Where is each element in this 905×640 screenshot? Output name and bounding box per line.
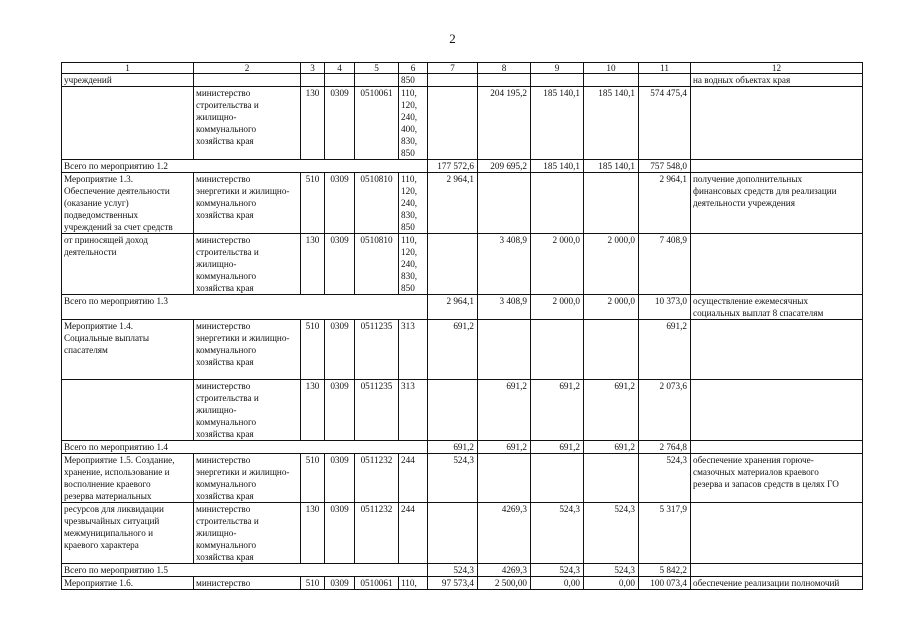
executor-cell bbox=[194, 74, 301, 87]
code-csr-cell: 0510810 bbox=[355, 173, 399, 234]
total-row bbox=[62, 441, 863, 454]
column-number-row bbox=[62, 63, 863, 74]
amount-2016-cell: 185 140,1 bbox=[531, 160, 584, 173]
amount-2017-cell bbox=[584, 320, 639, 380]
executor-cell: министерство строительства и жилищно- коммунального хозяйства края bbox=[194, 503, 301, 564]
result-cell: получение дополнительных финансовых средств для реализации деятельности учреждения bbox=[691, 173, 863, 234]
code-csr-cell: 0510810 bbox=[355, 234, 399, 295]
budget-table bbox=[61, 62, 863, 590]
amount-2014-cell: 97 573,4 bbox=[428, 577, 478, 590]
amount-2014-cell: 524,3 bbox=[428, 454, 478, 503]
column-number: 4 bbox=[325, 63, 355, 74]
total-label-cell: Всего по мероприятию 1.4 bbox=[62, 441, 428, 454]
amount-2016-cell bbox=[531, 454, 584, 503]
amount-total-cell: 574 475,4 bbox=[639, 87, 691, 160]
code-grbs-cell: 130 bbox=[301, 380, 325, 441]
column-number: 3 bbox=[301, 63, 325, 74]
amount-2015-cell: 3 408,9 bbox=[478, 234, 531, 295]
result-cell bbox=[691, 380, 863, 441]
executor-cell: министерство энергетики и жилищно- коммунального хозяйства края bbox=[194, 173, 301, 234]
column-number: 7 bbox=[428, 63, 478, 74]
amount-2014-cell bbox=[428, 87, 478, 160]
activity-cell: Мероприятие 1.3. Обеспечение деятельности (оказание услуг) подведомственных учреждений за счет средств bbox=[62, 173, 194, 234]
amount-2015-cell: 691,2 bbox=[478, 441, 531, 454]
result-cell bbox=[691, 564, 863, 577]
table-row bbox=[62, 503, 863, 564]
column-number: 8 bbox=[478, 63, 531, 74]
code-rzpr-cell: 0309 bbox=[325, 320, 355, 380]
result-cell bbox=[691, 503, 863, 564]
code-csr-cell: 0510061 bbox=[355, 87, 399, 160]
code-csr-cell: 0510061 bbox=[355, 577, 399, 590]
table-row bbox=[62, 577, 863, 590]
amount-total-cell: 524,3 bbox=[639, 454, 691, 503]
code-rzpr-cell bbox=[325, 74, 355, 87]
activity-cell: от приносящей доход деятельности bbox=[62, 234, 194, 295]
executor-cell: министерство строительства и жилищно- коммунального хозяйства края bbox=[194, 234, 301, 295]
amount-total-cell: 5 317,9 bbox=[639, 503, 691, 564]
code-vr-cell: 110, bbox=[399, 577, 428, 590]
amount-2017-cell: 185 140,1 bbox=[584, 160, 639, 173]
column-number: 9 bbox=[531, 63, 584, 74]
code-rzpr-cell: 0309 bbox=[325, 454, 355, 503]
amount-2017-cell: 0,00 bbox=[584, 577, 639, 590]
code-csr-cell: 0511235 bbox=[355, 380, 399, 441]
amount-total-cell: 691,2 bbox=[639, 320, 691, 380]
result-cell bbox=[691, 234, 863, 295]
total-label-cell: Всего по мероприятию 1.5 bbox=[62, 564, 428, 577]
amount-total-cell: 2 073,6 bbox=[639, 380, 691, 441]
amount-total-cell: 2 764,8 bbox=[639, 441, 691, 454]
table-row bbox=[62, 74, 863, 87]
amount-2015-cell bbox=[478, 454, 531, 503]
code-rzpr-cell: 0309 bbox=[325, 173, 355, 234]
executor-cell: министерство строительства и жилищно- коммунального хозяйства края bbox=[194, 87, 301, 160]
code-grbs-cell bbox=[301, 74, 325, 87]
code-vr-cell: 313 bbox=[399, 380, 428, 441]
code-csr-cell: 0511232 bbox=[355, 454, 399, 503]
amount-total-cell bbox=[639, 74, 691, 87]
column-number: 2 bbox=[194, 63, 301, 74]
table-row bbox=[62, 454, 863, 503]
column-number: 10 bbox=[584, 63, 639, 74]
amount-2014-cell: 691,2 bbox=[428, 441, 478, 454]
code-grbs-cell: 130 bbox=[301, 87, 325, 160]
code-vr-cell: 244 bbox=[399, 454, 428, 503]
code-grbs-cell: 510 bbox=[301, 173, 325, 234]
amount-total-cell: 757 548,0 bbox=[639, 160, 691, 173]
code-rzpr-cell: 0309 bbox=[325, 234, 355, 295]
code-grbs-cell: 510 bbox=[301, 454, 325, 503]
amount-2014-cell bbox=[428, 503, 478, 564]
code-vr-cell: 110, 120, 240, 400, 830, 850 bbox=[399, 87, 428, 160]
code-vr-cell: 244 bbox=[399, 503, 428, 564]
result-cell bbox=[691, 441, 863, 454]
amount-total-cell: 2 964,1 bbox=[639, 173, 691, 234]
column-number: 12 bbox=[691, 63, 863, 74]
amount-2015-cell: 2 500,00 bbox=[478, 577, 531, 590]
code-grbs-cell: 510 bbox=[301, 320, 325, 380]
total-label-cell: Всего по мероприятию 1.3 bbox=[62, 295, 428, 320]
total-row bbox=[62, 295, 863, 320]
amount-2015-cell bbox=[478, 173, 531, 234]
amount-total-cell: 10 373,0 bbox=[639, 295, 691, 320]
amount-2014-cell: 524,3 bbox=[428, 564, 478, 577]
column-number: 5 bbox=[355, 63, 399, 74]
activity-cell: Мероприятие 1.4. Социальные выплаты спасателям bbox=[62, 320, 194, 380]
code-rzpr-cell: 0309 bbox=[325, 380, 355, 441]
amount-2015-cell bbox=[478, 74, 531, 87]
table-row bbox=[62, 234, 863, 295]
code-csr-cell: 0511235 bbox=[355, 320, 399, 380]
activity-cell: учреждений bbox=[62, 74, 194, 87]
amount-2016-cell bbox=[531, 320, 584, 380]
amount-2016-cell: 691,2 bbox=[531, 380, 584, 441]
amount-2017-cell: 2 000,0 bbox=[584, 295, 639, 320]
amount-2016-cell bbox=[531, 74, 584, 87]
amount-2016-cell: 524,3 bbox=[531, 564, 584, 577]
code-rzpr-cell: 0309 bbox=[325, 503, 355, 564]
amount-2017-cell bbox=[584, 454, 639, 503]
amount-2015-cell: 3 408,9 bbox=[478, 295, 531, 320]
amount-2017-cell bbox=[584, 173, 639, 234]
activity-cell: Мероприятие 1.6. bbox=[62, 577, 194, 590]
amount-2017-cell: 691,2 bbox=[584, 441, 639, 454]
activity-cell: ресурсов для ликвидации чрезвычайных ситуаций межмуниципального и краевого характера bbox=[62, 503, 194, 564]
amount-2016-cell: 0,00 bbox=[531, 577, 584, 590]
executor-cell: министерство энергетики и жилищно- коммунального хозяйства края bbox=[194, 320, 301, 380]
code-vr-cell: 110, 120, 240, 830, 850 bbox=[399, 173, 428, 234]
code-rzpr-cell: 0309 bbox=[325, 577, 355, 590]
amount-2015-cell: 204 195,2 bbox=[478, 87, 531, 160]
amount-2017-cell: 185 140,1 bbox=[584, 87, 639, 160]
amount-2017-cell: 524,3 bbox=[584, 564, 639, 577]
amount-2014-cell: 2 964,1 bbox=[428, 173, 478, 234]
code-vr-cell: 313 bbox=[399, 320, 428, 380]
result-cell: обеспечение реализации полномочий bbox=[691, 577, 863, 590]
amount-2015-cell: 4269,3 bbox=[478, 503, 531, 564]
column-number: 6 bbox=[399, 63, 428, 74]
amount-2015-cell: 4269,3 bbox=[478, 564, 531, 577]
amount-total-cell: 5 842,2 bbox=[639, 564, 691, 577]
code-grbs-cell: 130 bbox=[301, 503, 325, 564]
page-number: 2 bbox=[449, 31, 456, 46]
code-grbs-cell: 510 bbox=[301, 577, 325, 590]
result-cell bbox=[691, 87, 863, 160]
result-cell bbox=[691, 160, 863, 173]
total-label-cell: Всего по мероприятию 1.2 bbox=[62, 160, 428, 173]
amount-2014-cell: 177 572,6 bbox=[428, 160, 478, 173]
amount-2015-cell: 691,2 bbox=[478, 380, 531, 441]
executor-cell: министерство энергетики и жилищно- коммунального хозяйства края bbox=[194, 454, 301, 503]
executor-cell: министерство bbox=[194, 577, 301, 590]
amount-total-cell: 100 073,4 bbox=[639, 577, 691, 590]
amount-2017-cell: 524,3 bbox=[584, 503, 639, 564]
column-number: 11 bbox=[639, 63, 691, 74]
result-cell: на водных объектах края bbox=[691, 74, 863, 87]
total-row bbox=[62, 160, 863, 173]
result-cell bbox=[691, 320, 863, 380]
amount-2015-cell: 209 695,2 bbox=[478, 160, 531, 173]
code-csr-cell: 0511232 bbox=[355, 503, 399, 564]
amount-2014-cell: 691,2 bbox=[428, 320, 478, 380]
result-cell: осуществление ежемесячных социальных выплат 8 спасателям bbox=[691, 295, 863, 320]
code-grbs-cell: 130 bbox=[301, 234, 325, 295]
table-row bbox=[62, 320, 863, 380]
amount-2014-cell bbox=[428, 380, 478, 441]
activity-cell bbox=[62, 87, 194, 160]
total-row bbox=[62, 564, 863, 577]
amount-2017-cell bbox=[584, 74, 639, 87]
amount-2016-cell: 2 000,0 bbox=[531, 295, 584, 320]
amount-2016-cell: 524,3 bbox=[531, 503, 584, 564]
amount-2014-cell bbox=[428, 234, 478, 295]
amount-2016-cell: 2 000,0 bbox=[531, 234, 584, 295]
column-number: 1 bbox=[62, 63, 194, 74]
table-row bbox=[62, 87, 863, 160]
table-row bbox=[62, 380, 863, 441]
amount-2017-cell: 2 000,0 bbox=[584, 234, 639, 295]
amount-2014-cell bbox=[428, 74, 478, 87]
code-vr-cell: 110, 120, 240, 830, 850 bbox=[399, 234, 428, 295]
code-vr-cell: 850 bbox=[399, 74, 428, 87]
code-csr-cell bbox=[355, 74, 399, 87]
result-cell: обеспечение хранения горюче- смазочных материалов краевого резерва и запасов средств в целях ГО bbox=[691, 454, 863, 503]
amount-2016-cell: 691,2 bbox=[531, 441, 584, 454]
executor-cell: министерство строительства и жилищно- коммунального хозяйства края bbox=[194, 380, 301, 441]
activity-cell: Мероприятие 1.5. Создание, хранение, использование и восполнение краевого резерва материальных bbox=[62, 454, 194, 503]
amount-2016-cell bbox=[531, 173, 584, 234]
amount-2017-cell: 691,2 bbox=[584, 380, 639, 441]
amount-total-cell: 7 408,9 bbox=[639, 234, 691, 295]
activity-cell bbox=[62, 380, 194, 441]
amount-2015-cell bbox=[478, 320, 531, 380]
amount-2016-cell: 185 140,1 bbox=[531, 87, 584, 160]
code-rzpr-cell: 0309 bbox=[325, 87, 355, 160]
table-row bbox=[62, 173, 863, 234]
amount-2014-cell: 2 964,1 bbox=[428, 295, 478, 320]
